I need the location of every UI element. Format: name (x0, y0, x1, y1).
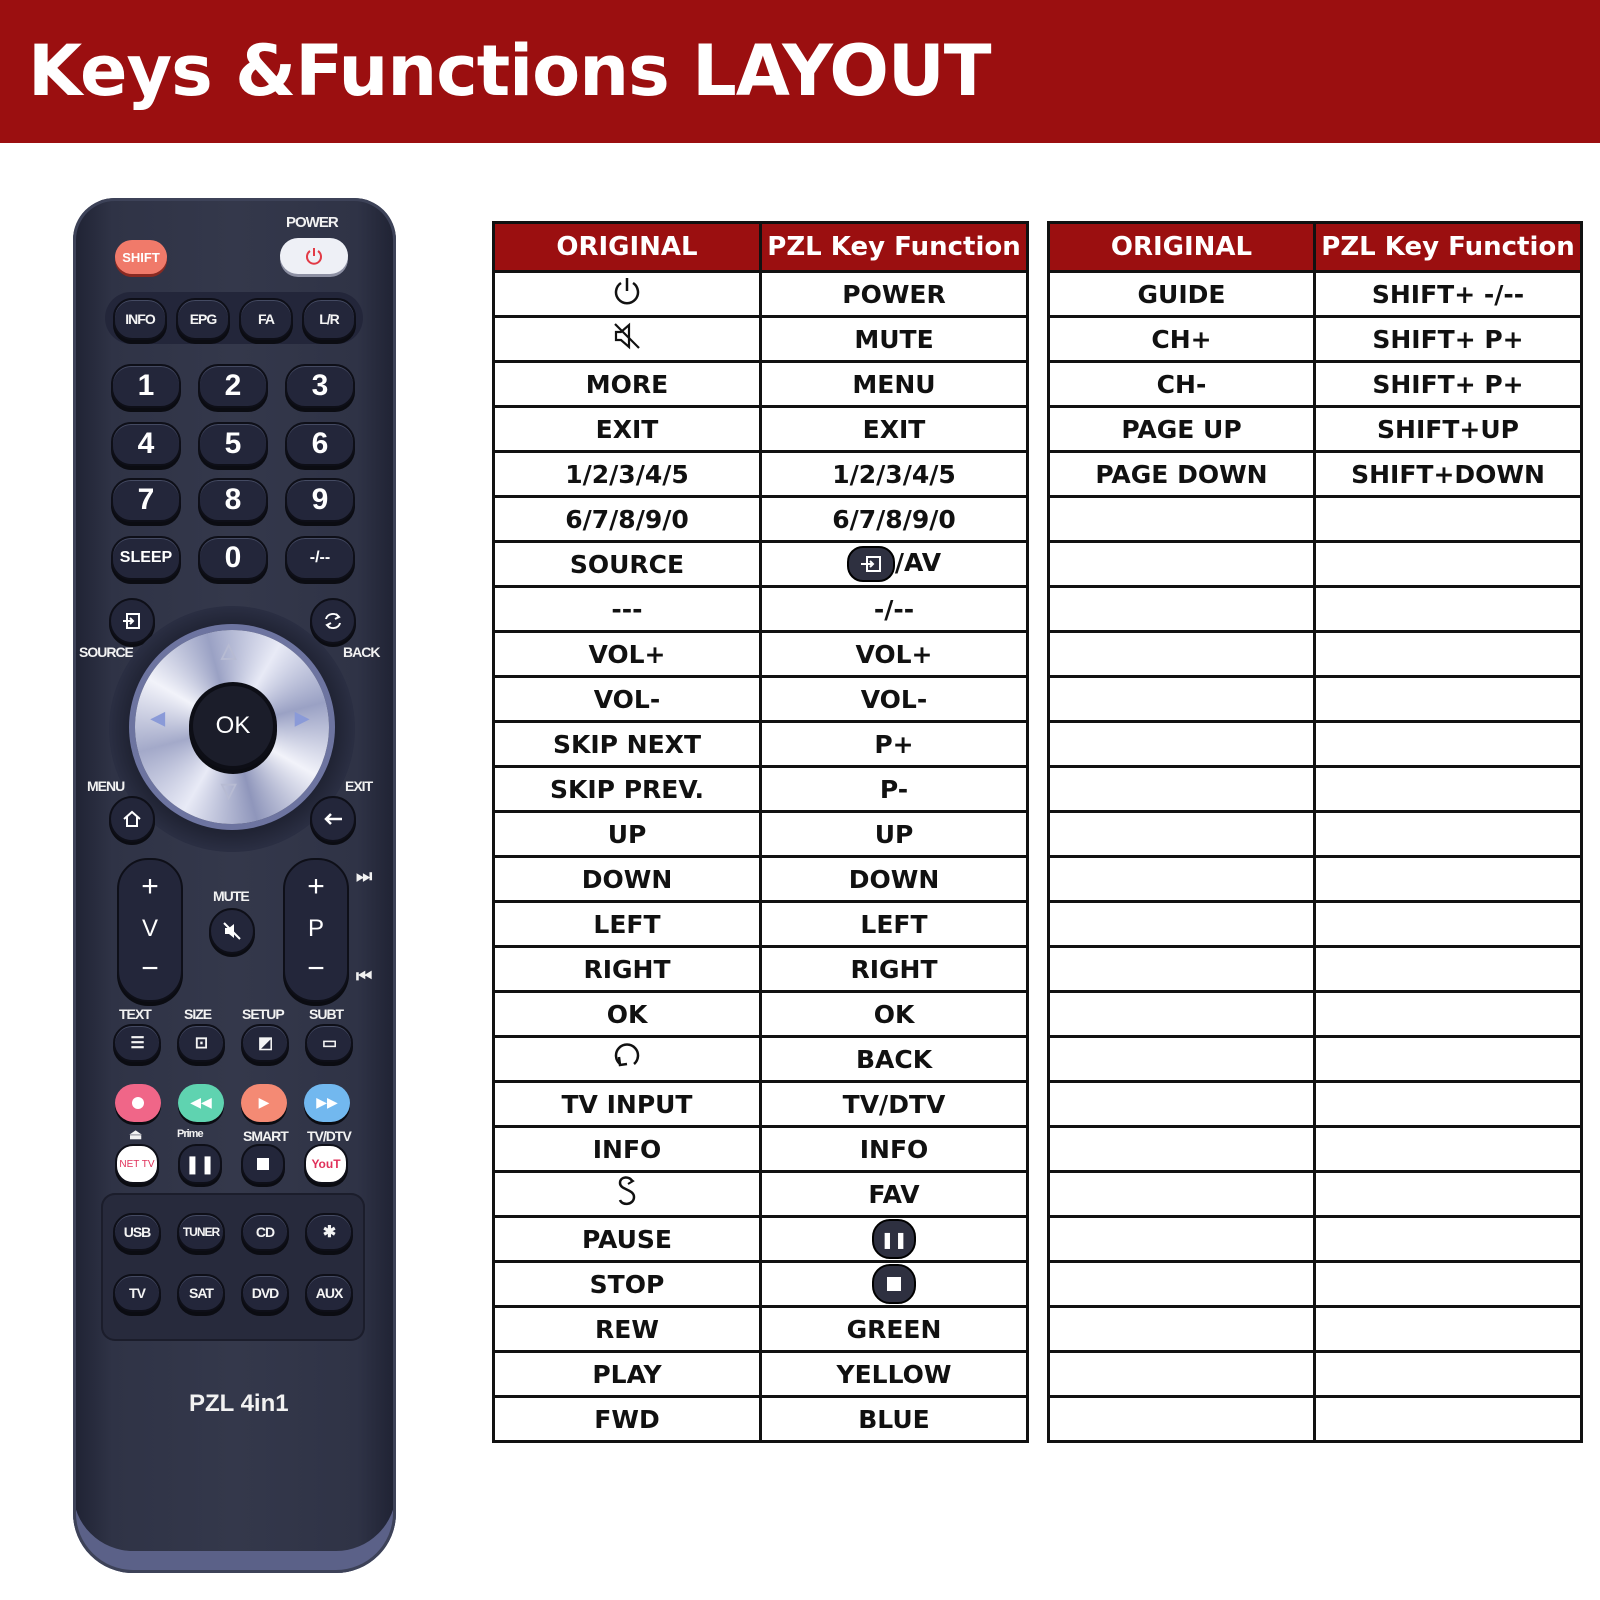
cell-original: VOL+ (494, 632, 761, 677)
mute-label: MUTE (213, 888, 249, 904)
cell-original (1049, 1397, 1315, 1442)
fav-swirl-icon (612, 1173, 642, 1209)
sleep-button[interactable]: SLEEP (111, 536, 181, 580)
net-tv-button[interactable] (115, 1144, 159, 1184)
cell-original (1049, 767, 1315, 812)
ok-label: OK (215, 712, 251, 739)
cell-pzl-function: TV/DTV (761, 1082, 1028, 1127)
table-row (1049, 722, 1582, 767)
table-row (494, 902, 1028, 947)
table-row (494, 407, 1028, 452)
table-row (1049, 947, 1582, 992)
table-row (1049, 992, 1582, 1037)
cell-original (1049, 1037, 1315, 1082)
cell-original (1049, 1217, 1315, 1262)
digit-1-button[interactable]: 1 (111, 364, 181, 408)
cell-original: OK (494, 992, 761, 1037)
epg-button[interactable]: EPG (176, 298, 230, 340)
ok-button[interactable] (193, 686, 273, 766)
cell-original (1049, 857, 1315, 902)
page-title: Keys &Functions LAYOUT (28, 30, 991, 112)
table-row (1049, 1172, 1582, 1217)
table-row (1049, 632, 1582, 677)
eject-icon: ⏏ (129, 1126, 142, 1142)
digit-7-button[interactable]: 7 (111, 478, 181, 522)
table-row (494, 497, 1028, 542)
cell-pzl-function (1315, 992, 1582, 1037)
blue-button[interactable] (304, 1084, 350, 1122)
size-button[interactable] (177, 1024, 225, 1062)
cell-original: PAGE UP (1049, 407, 1315, 452)
cell-pzl-function: VOL+ (761, 632, 1028, 677)
digit-9-button[interactable]: 9 (285, 478, 355, 522)
tv-mode-button[interactable]: TV (113, 1274, 161, 1312)
cell-original (1049, 947, 1315, 992)
table-row (494, 317, 1028, 362)
table-row (494, 722, 1028, 767)
cell-original (1049, 1262, 1315, 1307)
cell-original: MORE (494, 362, 761, 407)
cell-pzl-function: YELLOW (761, 1352, 1028, 1397)
stop-icon (257, 1158, 269, 1170)
green-button[interactable] (178, 1084, 224, 1122)
table-row (494, 857, 1028, 902)
exit-label: EXIT (345, 778, 373, 794)
cell-original: VOL- (494, 677, 761, 722)
cell-pzl-function: SHIFT+DOWN (1315, 452, 1582, 497)
table-row (1049, 542, 1582, 587)
cell-pzl-function: OK (761, 992, 1028, 1037)
cell-original (494, 1037, 761, 1082)
subtitle-icon: ▭ (321, 1035, 337, 1052)
source-label: SOURCE (79, 644, 133, 660)
cell-pzl-function: BACK (761, 1037, 1028, 1082)
cell-pzl-function: VOL- (761, 677, 1028, 722)
cell-original (1049, 632, 1315, 677)
cell-pzl-function: RIGHT (761, 947, 1028, 992)
cell-pzl-function: LEFT (761, 902, 1028, 947)
cell-original (494, 317, 761, 362)
tvdtv-label: TV/DTV (307, 1128, 351, 1144)
cell-original: FWD (494, 1397, 761, 1442)
table-row (494, 767, 1028, 812)
cell-original: --- (494, 587, 761, 632)
vol-minus[interactable]: − (141, 952, 159, 985)
dvd-button[interactable]: DVD (241, 1274, 289, 1312)
p-plus[interactable]: + (307, 870, 325, 903)
vol-label: V (141, 915, 158, 942)
source-icon (122, 612, 142, 630)
stop-button[interactable] (241, 1144, 285, 1184)
pause-button[interactable] (178, 1144, 222, 1184)
cell-pzl-function: GREEN (761, 1307, 1028, 1352)
table-header-row (1049, 223, 1582, 272)
stop-icon (872, 1264, 916, 1304)
smart-label: SMART (243, 1128, 288, 1144)
cell-pzl-function (1315, 1172, 1582, 1217)
cell-original: GUIDE (1049, 272, 1315, 317)
digit-4-button[interactable]: 4 (111, 422, 181, 466)
mute-icon (222, 921, 242, 941)
subt-button[interactable] (305, 1024, 353, 1062)
menu-button[interactable] (109, 796, 155, 842)
table-row (494, 992, 1028, 1037)
table-row (1049, 587, 1582, 632)
cell-original: PLAY (494, 1352, 761, 1397)
cell-pzl-function (761, 1217, 1028, 1262)
mute-icon (611, 320, 643, 352)
vol-plus[interactable]: + (141, 870, 159, 903)
digit-6-button[interactable]: 6 (285, 422, 355, 466)
table-row (1049, 902, 1582, 947)
cell-pzl-function (761, 542, 1028, 587)
skip-prev-icon: ⏮ (356, 966, 372, 986)
cell-pzl-function: BLUE (761, 1397, 1028, 1442)
table-row (494, 1172, 1028, 1217)
cell-original: PAUSE (494, 1217, 761, 1262)
cell-original (1049, 677, 1315, 722)
cell-original: 1/2/3/4/5 (494, 452, 761, 497)
table-row (494, 1037, 1028, 1082)
youtube-button[interactable] (304, 1144, 348, 1184)
cell-pzl-function (1315, 677, 1582, 722)
table-header-row (494, 223, 1028, 272)
bluetooth-button[interactable] (305, 1213, 353, 1251)
down-arrow-icon[interactable]: ▽ (221, 780, 236, 802)
prime-label: Prime (177, 1128, 203, 1140)
cell-original: PAGE DOWN (1049, 452, 1315, 497)
table-row (1049, 362, 1582, 407)
cell-original (1049, 497, 1315, 542)
source-button[interactable] (109, 598, 155, 644)
cell-pzl-function (1315, 722, 1582, 767)
cell-original (494, 272, 761, 317)
cell-pzl-function (1315, 902, 1582, 947)
power-icon (612, 275, 642, 307)
cell-original (1049, 722, 1315, 767)
cell-original (1049, 992, 1315, 1037)
table-row (494, 1397, 1028, 1442)
key-function-table-left (492, 221, 1029, 1443)
cell-pzl-function: FAV (761, 1172, 1028, 1217)
subt-label: SUBT (309, 1006, 344, 1022)
table-row (494, 812, 1028, 857)
shift-button[interactable] (115, 240, 167, 274)
table-row (494, 1082, 1028, 1127)
digit-0-button[interactable]: 0 (198, 536, 268, 580)
cell-pzl-function: MENU (761, 362, 1028, 407)
cell-pzl-function (1315, 1262, 1582, 1307)
cell-original: REW (494, 1307, 761, 1352)
table-row (494, 947, 1028, 992)
mute-button[interactable] (209, 908, 255, 954)
p-minus[interactable]: − (307, 952, 325, 985)
right-arrow-icon[interactable]: ▶ (295, 708, 308, 728)
table-row (1049, 857, 1582, 902)
cell-original: TV INPUT (494, 1082, 761, 1127)
cell-original (1049, 587, 1315, 632)
cell-pzl-function (1315, 812, 1582, 857)
cell-pzl-function: P- (761, 767, 1028, 812)
cell-pzl-function: MUTE (761, 317, 1028, 362)
cell-original: CH- (1049, 362, 1315, 407)
cell-pzl-function: -/-- (761, 587, 1028, 632)
cell-pzl-function: EXIT (761, 407, 1028, 452)
cell-original (1049, 1127, 1315, 1172)
key-function-table-right (1047, 221, 1583, 1443)
av-suffix: /AV (894, 548, 942, 577)
header-pzl-function: PZL Key Function (761, 223, 1028, 272)
back-button[interactable] (310, 598, 356, 644)
remote-brand: PZL 4in1 (189, 1390, 289, 1417)
table-row (494, 272, 1028, 317)
cell-original: LEFT (494, 902, 761, 947)
table-row (1049, 767, 1582, 812)
table-row (494, 1307, 1028, 1352)
table-row (1049, 497, 1582, 542)
cell-original (1049, 542, 1315, 587)
cell-pzl-function (1315, 1037, 1582, 1082)
cell-original (1049, 1082, 1315, 1127)
volume-rocker[interactable] (117, 858, 183, 1002)
digit-5-button[interactable]: 5 (198, 422, 268, 466)
cell-pzl-function: SHIFT+UP (1315, 407, 1582, 452)
setup-label: SETUP (242, 1006, 284, 1022)
fast-forward-icon: ▶▶ (316, 1095, 338, 1111)
up-arrow-icon[interactable]: △ (221, 640, 236, 662)
menu-label: MENU (87, 778, 125, 794)
exit-button[interactable] (310, 796, 356, 842)
p-label: P (307, 915, 324, 942)
table-row (1049, 452, 1582, 497)
cell-pzl-function: SHIFT+ P+ (1315, 317, 1582, 362)
tuner-button[interactable]: TUNER (177, 1213, 225, 1251)
cell-original: CH+ (1049, 317, 1315, 362)
cell-original: STOP (494, 1262, 761, 1307)
table-row (1049, 1352, 1582, 1397)
cell-pzl-function: POWER (761, 272, 1028, 317)
net-tv-label: NET TV (119, 1158, 155, 1170)
digit-8-button[interactable]: 8 (198, 478, 268, 522)
header-original: ORIGINAL (1049, 223, 1315, 272)
cell-pzl-function (1315, 1397, 1582, 1442)
cell-pzl-function: UP (761, 812, 1028, 857)
dash-button[interactable]: -/-- (285, 536, 355, 580)
shift-label: SHIFT (122, 249, 160, 265)
home-icon (121, 809, 143, 829)
rewind-icon: ◀◀ (190, 1095, 212, 1111)
cell-pzl-function (761, 1262, 1028, 1307)
cd-button[interactable]: CD (241, 1213, 289, 1251)
power-label: POWER (286, 214, 338, 231)
sat-button[interactable]: SAT (177, 1274, 225, 1312)
power-icon (304, 246, 324, 266)
cell-pzl-function: INFO (761, 1127, 1028, 1172)
cell-pzl-function (1315, 542, 1582, 587)
size-label: SIZE (184, 1006, 212, 1022)
cell-original: SKIP PREV. (494, 767, 761, 812)
cell-original: RIGHT (494, 947, 761, 992)
lr-button[interactable]: L/R (302, 298, 356, 340)
table-row (494, 632, 1028, 677)
cell-original (1049, 1307, 1315, 1352)
table-row (494, 1217, 1028, 1262)
cell-original: DOWN (494, 857, 761, 902)
table-row (494, 542, 1028, 587)
bluetooth-icon: ✱ (322, 1224, 336, 1241)
table-row (494, 587, 1028, 632)
skip-next-icon: ⏭ (356, 866, 372, 886)
fa-button[interactable]: FA (239, 298, 293, 340)
cell-original (1049, 1352, 1315, 1397)
table-row (1049, 1397, 1582, 1442)
cell-pzl-function: SHIFT+ P+ (1315, 362, 1582, 407)
cell-original: 6/7/8/9/0 (494, 497, 761, 542)
usb-button[interactable]: USB (113, 1213, 161, 1251)
cell-pzl-function (1315, 497, 1582, 542)
play-icon: ▶ (258, 1095, 270, 1111)
setup-icon: ◩ (257, 1035, 273, 1052)
table-row (494, 362, 1028, 407)
table-row (1049, 317, 1582, 362)
table-row (1049, 1217, 1582, 1262)
record-icon (132, 1097, 144, 1109)
source-icon (847, 546, 895, 582)
title-banner (0, 0, 1600, 143)
cell-pzl-function (1315, 1307, 1582, 1352)
pause-icon: ❚❚ (872, 1219, 916, 1259)
setup-button[interactable] (241, 1024, 289, 1062)
pause-icon: ❚❚ (184, 1153, 216, 1175)
red-button[interactable] (115, 1084, 161, 1122)
digit-3-button[interactable]: 3 (285, 364, 355, 408)
cell-original (1049, 1172, 1315, 1217)
table-row (494, 452, 1028, 497)
cell-pzl-function: P+ (761, 722, 1028, 767)
cell-pzl-function (1315, 767, 1582, 812)
yellow-button[interactable] (241, 1084, 287, 1122)
cell-original: INFO (494, 1127, 761, 1172)
cell-pzl-function (1315, 587, 1582, 632)
cell-pzl-function (1315, 632, 1582, 677)
text-label: TEXT (119, 1006, 151, 1022)
table-row (1049, 677, 1582, 722)
power-button[interactable] (280, 238, 348, 274)
header-original: ORIGINAL (494, 223, 761, 272)
size-icon: ⊡ (194, 1035, 208, 1052)
youtube-label: YouT (311, 1157, 341, 1171)
cell-original (1049, 902, 1315, 947)
cell-original (494, 1172, 761, 1217)
cell-pzl-function: 6/7/8/9/0 (761, 497, 1028, 542)
cell-pzl-function (1315, 1352, 1582, 1397)
refresh-back-icon (610, 1040, 644, 1072)
left-arrow-icon[interactable]: ◀ (151, 708, 164, 728)
back-label: BACK (343, 644, 380, 660)
teletext-icon: ☰ (130, 1035, 144, 1052)
cell-pzl-function: DOWN (761, 857, 1028, 902)
table-row (494, 1352, 1028, 1397)
table-row (494, 677, 1028, 722)
remote-control (73, 198, 396, 1573)
table-row (1049, 1307, 1582, 1352)
table-row (1049, 1127, 1582, 1172)
table-row (1049, 1082, 1582, 1127)
table-row (1049, 1262, 1582, 1307)
cell-pzl-function (1315, 1127, 1582, 1172)
table-row (1049, 407, 1582, 452)
header-pzl-function: PZL Key Function (1315, 223, 1582, 272)
cell-pzl-function: 1/2/3/4/5 (761, 452, 1028, 497)
cell-pzl-function (1315, 857, 1582, 902)
cell-original: SOURCE (494, 542, 761, 587)
text-button[interactable] (113, 1024, 161, 1062)
aux-button[interactable]: AUX (305, 1274, 353, 1312)
cell-pzl-function (1315, 1217, 1582, 1262)
table-row (494, 1127, 1028, 1172)
table-row (1049, 272, 1582, 317)
cell-pzl-function (1315, 1082, 1582, 1127)
program-rocker[interactable] (283, 858, 349, 1002)
cell-original: EXIT (494, 407, 761, 452)
cell-pzl-function (1315, 947, 1582, 992)
cell-original (1049, 812, 1315, 857)
info-button[interactable]: INFO (113, 298, 167, 340)
cell-original: UP (494, 812, 761, 857)
table-row (494, 1262, 1028, 1307)
cell-pzl-function: SHIFT+ -/-- (1315, 272, 1582, 317)
table-row (1049, 812, 1582, 857)
digit-2-button[interactable]: 2 (198, 364, 268, 408)
back-icon (322, 611, 344, 631)
left-arrow-exit-icon (322, 811, 344, 827)
cell-original: SKIP NEXT (494, 722, 761, 767)
table-row (1049, 1037, 1582, 1082)
